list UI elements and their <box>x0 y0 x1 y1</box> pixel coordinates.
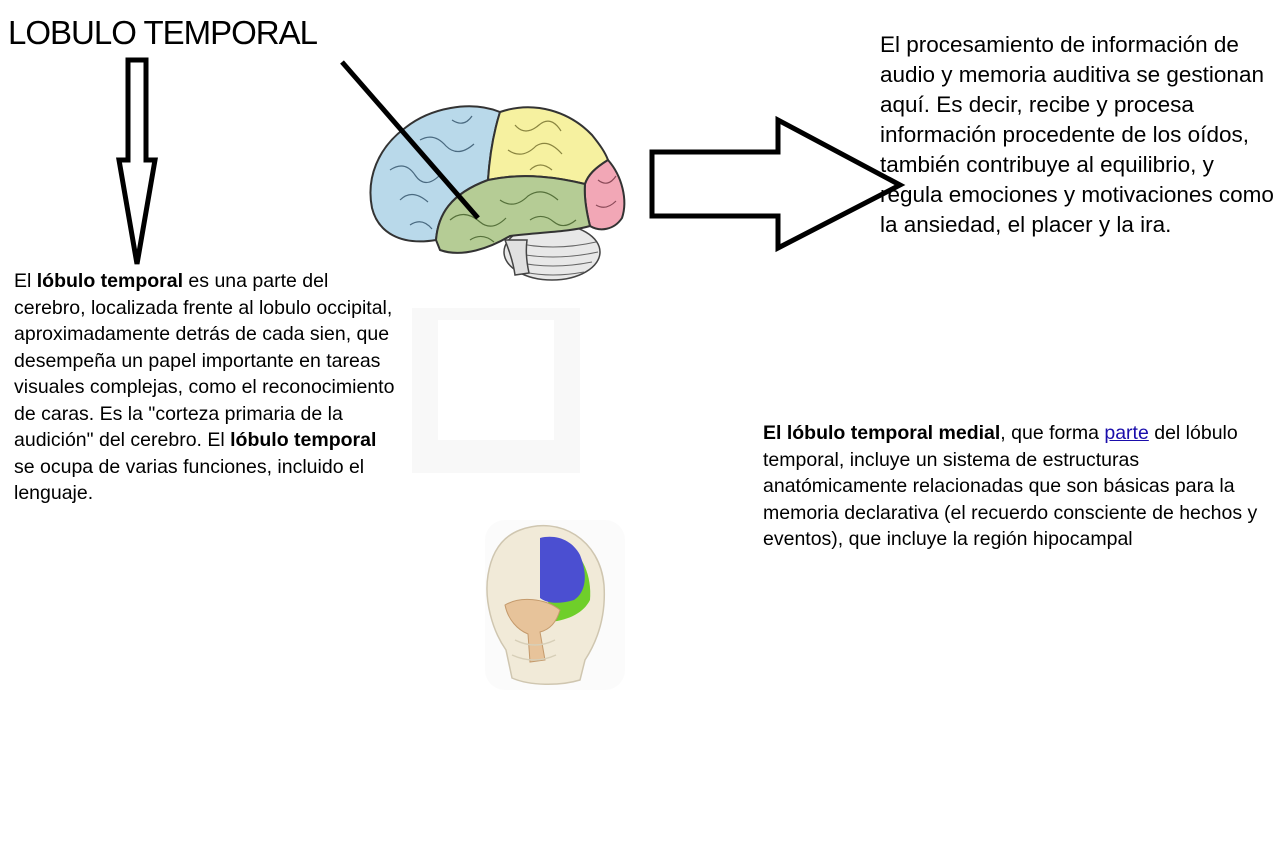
bold-term: El lóbulo temporal medial <box>763 422 1001 444</box>
faint-background-shape <box>412 308 580 473</box>
page-title: LOBULO TEMPORAL <box>8 14 317 51</box>
right-arrow-icon <box>652 120 900 248</box>
down-arrow-icon <box>119 60 155 264</box>
medial-temporal-description <box>763 420 1273 553</box>
brain-lobes-illustration <box>370 106 624 280</box>
bold-term: lóbulo temporal <box>36 270 184 292</box>
text-segment: se ocupa de varias funciones, incluido el lenguaje. <box>14 455 365 504</box>
temporal-lobe-description <box>14 268 399 507</box>
parte-link[interactable]: parte <box>1104 422 1149 444</box>
text-segment: del lóbulo temporal, incluye un sistema de estructuras anatómicamente relacionadas que son básicas para la memoria declarativa (el recuerdo consciente de hechos y eventos), que incluye la región hipocampal <box>763 422 1258 550</box>
bold-term: lóbulo temporal <box>230 429 377 451</box>
parietal-lobe <box>488 107 608 184</box>
auditory-processing-description: El procesamiento de información de audio y memoria auditiva se gestionan aquí. Es decir, recibe y procesa información procedente de los oídos, también contribuye al equilibrio, y regula emociones y motivaciones como la ansiedad, el placer y la ira. <box>880 32 1274 237</box>
text-segment: es una parte del cerebro, localizada frente al lobulo occipital, aproximadamente detrás de cada sien, que desempeña un papel importante en tareas visuales complejas, como el reconocimiento de caras. Es la "corteza primaria de la audición" del cerebro. El <box>14 270 395 451</box>
skull-brain-illustration <box>485 520 625 690</box>
text-segment: , que forma <box>1000 422 1105 444</box>
text-segment: El <box>14 270 37 292</box>
